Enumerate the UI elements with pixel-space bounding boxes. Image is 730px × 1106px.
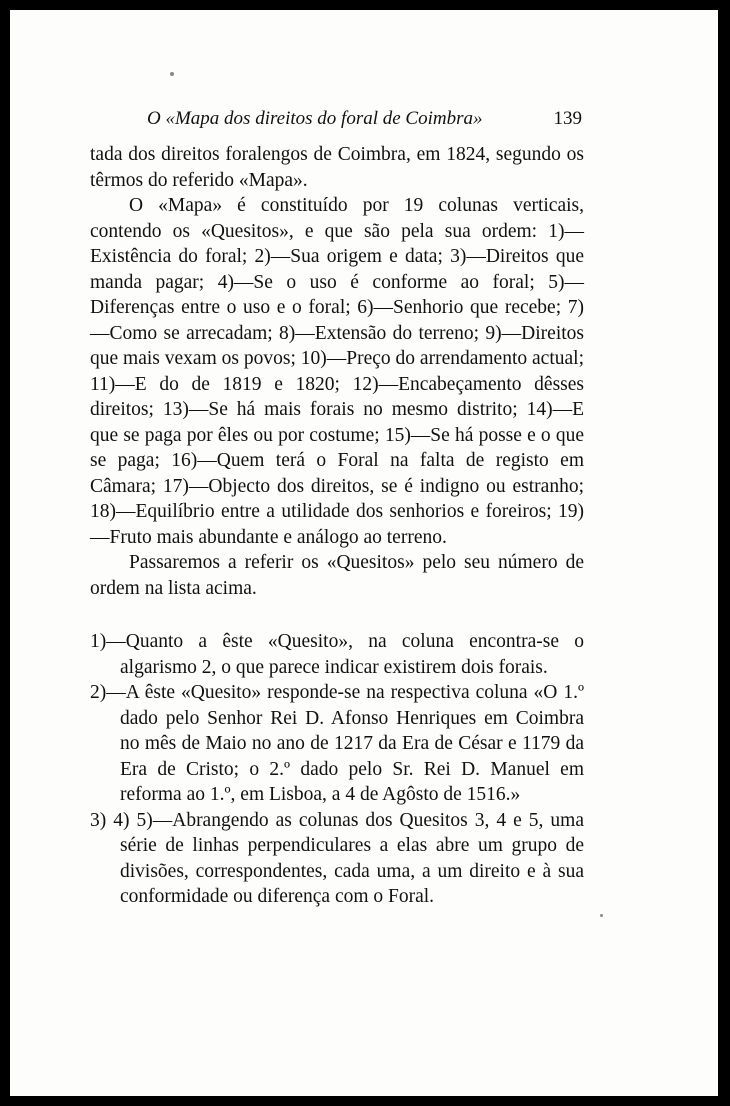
list-item: 3) 4) 5)—Abrangendo as colunas dos Quesitos 3, 4 e 5, uma série de linhas perpendiculares a elas abre um grupo de divisões, correspondentes, cada uma, a um direito e à sua conformidade ou diferença com o Foral. [90,809,584,907]
ink-speck [600,914,603,917]
paragraph: tada dos direitos foralengos de Coimbra, em 1824, segundo os têrmos do referido «Mapa». [90,144,584,191]
paragraph: O «Mapa» é constituído por 19 colunas verticais, contendo os «Quesitos», e que são pela sua ordem: 1)—Existência do foral; 2)—Sua origem e data; 3)—Direitos que manda pagar; 4)—Se o uso é conforme ao foral; 5)—Diferenças entre o uso e o foral; 6)—Senhorio que recebe; 7)—Como se arrecadam; 8)—Extensão do terreno; 9)—Direitos que mais vexam os povos; 10)—Preço do arrendamento actual; 11)—E do de 1819 e 1820; 12)—Encabeçamento dêsses direitos; 13)—Se há mais forais no mesmo distrito; 14)—E que se paga por êles ou por costume; 15)—Se há posse e o que se paga; 16)—Quem terá o Foral na falta de registo em Câmara; 17)—Objecto dos direitos, se é indigno ou estranho; 18)—Equilíbrio entre a utilidade dos senhorios e foreiros; 19)—Fruto mais abundante e análogo ao terreno. [90,195,584,548]
running-title: O «Mapa dos direitos do foral de Coimbra» [147,108,483,129]
page-number: 139 [553,108,582,129]
page-body [90,142,584,910]
page-header [147,108,582,130]
book-page [10,10,718,1096]
ink-speck [170,72,174,76]
list-item: 1)—Quanto a êste «Quesito», na coluna encontra-se o algarismo 2, o que parece indicar existirem dois forais. [90,631,584,678]
list-item: 2)—A êste «Quesito» responde-se na respectiva coluna «O 1.º dado pelo Senhor Rei D. Afonso Henriques em Coimbra no mês de Maio no ano de 1217 da Era de César e 1179 da Era de Cristo; o 2.º dado pelo Sr. Rei D. Manuel em reforma ao 1.º, em Lisboa, a 4 de Agôsto de 1516.» [90,682,584,805]
paragraph: Passaremos a referir os «Quesitos» pelo seu número de ordem na lista acima. [90,552,584,599]
